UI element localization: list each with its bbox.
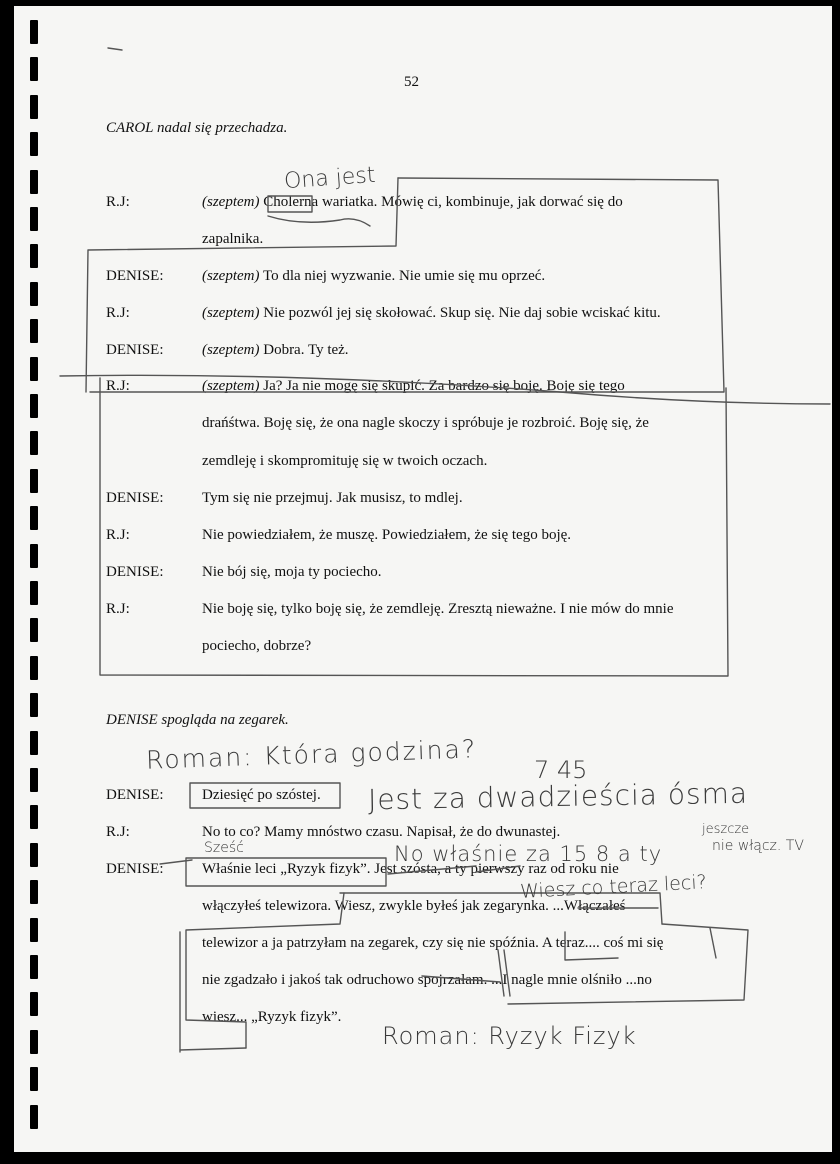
binding-hole (30, 955, 38, 979)
stage-note: (szeptem) (202, 305, 260, 321)
binding-hole (30, 357, 38, 381)
dialogue-text: Nie pozwól jej się skołować. Skup się. Nie daj sobie wciskać kitu. (259, 305, 661, 321)
dialogue-text: Ja? Ja nie mogę się skupić. Za bardzo się boję. Boję się tego (259, 378, 625, 394)
speaker-label: DENISE: (106, 268, 164, 284)
dialogue-line: nie zgadzało i jakoś tak odruchowo spojrzałam. ...I nagle mnie olśniło ...no (202, 972, 652, 988)
binding-hole (30, 731, 38, 755)
dialogue-line: Nie boję się, tylko boję się, że zemdleję. Zresztą nieważne. I nie mów do mnie (202, 601, 674, 617)
dialogue-line: pociecho, dobrze? (202, 638, 312, 654)
dialogue-text: To dla niej wyzwanie. Nie umie się mu oprzeć. (259, 268, 546, 284)
handwritten-note: 7 45 (534, 756, 588, 784)
binding-hole (30, 843, 38, 867)
binding-hole (30, 132, 38, 156)
speaker-label: R.J: (106, 194, 130, 210)
binding-hole (30, 1105, 38, 1129)
dialogue-text: Dobra. Ty też. (259, 342, 349, 358)
handwritten-note: jeszcze (702, 822, 750, 837)
dialogue-line: wiesz... „Ryzyk fizyk”. (202, 1009, 342, 1025)
binding-hole (30, 431, 38, 455)
dialogue-line: No to co? Mamy mnóstwo czasu. Napisał, że do dwunastej. (202, 824, 561, 840)
binding-hole (30, 170, 38, 194)
binding-hole (30, 918, 38, 942)
speaker-label: DENISE: (106, 490, 164, 506)
speaker-label: DENISE: (106, 787, 164, 803)
dialogue-text: Cholerna wariatka. Mówię ci, kombinuje, jak dorwać się do (259, 194, 623, 210)
binding-hole (30, 581, 38, 605)
binding-hole (30, 95, 38, 119)
handwritten-note: Roman: Ryzyk Fizyk (382, 1022, 637, 1050)
dialogue-line: włączyłeś telewizora. Wiesz, zwykle byłeś jak zegarynka. ...Włączałeś (202, 898, 626, 914)
stage-note: (szeptem) (202, 378, 260, 394)
binding-hole (30, 20, 38, 44)
handwritten-note: Wiesz co teraz leci? (519, 871, 708, 903)
dialogue-line: Nie bój się, moja ty pociecho. (202, 564, 382, 580)
stage-note: (szeptem) (202, 342, 260, 358)
speaker-label: DENISE: (106, 342, 164, 358)
dialogue-line: Nie powiedziałem, że muszę. Powiedziałem, że się tego boję. (202, 527, 572, 543)
speaker-label: R.J: (106, 305, 130, 321)
handwritten-note: Ona jest (283, 162, 377, 195)
binding-hole (30, 57, 38, 81)
binding-hole (30, 1030, 38, 1054)
speaker-label: DENISE: (106, 861, 164, 877)
stage-note: (szeptem) (202, 194, 260, 210)
binding-hole (30, 880, 38, 904)
stage-direction-carol: CAROL nadal się przechadza. (106, 120, 288, 136)
binding-hole (30, 207, 38, 231)
speaker-label: R.J: (106, 378, 130, 394)
binding-hole (30, 618, 38, 642)
dialogue-line: zapalnika. (202, 231, 264, 247)
dialogue-line: telewizor a ja patrzyłam na zegarek, czy się nie spóźnia. A teraz.... coś mi się (202, 935, 664, 951)
handwritten-note: No właśnie za 15 8 a ty (394, 842, 663, 866)
spiral-binding (30, 10, 40, 1150)
binding-hole (30, 544, 38, 568)
binding-hole (30, 394, 38, 418)
binding-hole (30, 693, 38, 717)
speaker-label: R.J: (106, 601, 130, 617)
dialogue-line: Tym się nie przejmuj. Jak musisz, to mdlej. (202, 490, 463, 506)
binding-hole (30, 768, 38, 792)
dialogue-line (202, 268, 545, 285)
dialogue-line: zemdleję i skompromituję się w twoich oczach. (202, 453, 488, 469)
speaker-label: R.J: (106, 527, 130, 543)
stage-note: (szeptem) (202, 268, 260, 284)
binding-hole (30, 506, 38, 530)
dialogue-line: drańśtwa. Boję się, że ona nagle skoczy i spróbuje je rozbroić. Boję się, że (202, 415, 649, 431)
dialogue-line (202, 194, 623, 211)
binding-hole (30, 656, 38, 680)
dialogue-line: Właśnie leci „Ryzyk fizyk”. Jest szósta, a ty pierwszy raz od roku nie (202, 861, 619, 877)
page-number: 52 (404, 74, 419, 90)
binding-hole (30, 319, 38, 343)
speaker-label: R.J: (106, 824, 130, 840)
handwritten-note: Jest za dwadzieścia ósma (367, 776, 749, 817)
dialogue-line (202, 305, 661, 322)
handwritten-note: Roman: Która godzina? (145, 734, 478, 775)
binding-hole (30, 244, 38, 268)
binding-hole (30, 469, 38, 493)
dialogue-line (202, 342, 349, 359)
stage-direction-denise: DENISE spogląda na zegarek. (106, 712, 289, 728)
binding-hole (30, 282, 38, 306)
speaker-label: DENISE: (106, 564, 164, 580)
binding-hole (30, 805, 38, 829)
dialogue-line (202, 378, 625, 395)
binding-hole (30, 1067, 38, 1091)
binding-hole (30, 992, 38, 1016)
handwritten-note: Sześć (204, 840, 244, 856)
dialogue-line: Dziesięć po szóstej. (202, 787, 321, 803)
handwritten-note: nie włącz. TV (712, 838, 804, 854)
